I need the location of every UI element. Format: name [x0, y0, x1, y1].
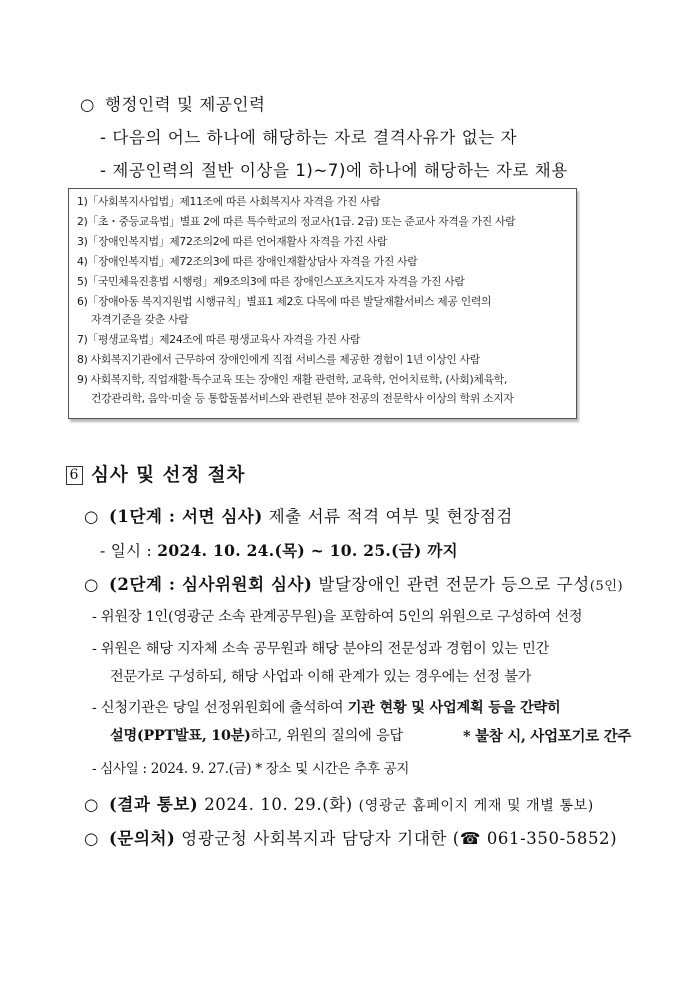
- stage1-line: [84, 503, 513, 527]
- presentation-prefix: - 신청기관은 당일 선정위원회에 출석하여: [92, 700, 348, 716]
- stage1-label: (1단계 : 서면 심사): [109, 507, 263, 526]
- section-heading: [66, 461, 245, 487]
- qualification-item: 1)「사회복지사업법」제11조에 따른 사회복지사 자격을 가진 사람: [77, 195, 381, 208]
- schedule-prefix: - 일시 :: [100, 542, 158, 560]
- presentation-line-2: [110, 725, 403, 745]
- stage2-count: (5인): [589, 579, 624, 594]
- result-line: [84, 791, 594, 815]
- circle-bullet-icon: ○: [84, 829, 99, 848]
- presentation-bold-2: 설명(PPT발표, 10분): [110, 728, 251, 744]
- qualification-item: 8) 사회복지기관에서 근무하여 장애인에게 직접 서비스를 제공한 경험이 1년 이상인 사람: [77, 353, 480, 366]
- qualification-item-continued: 건강관리학, 음악·미술 등 통합돌봄서비스와 관련된 분야 전공의 전문학사 이상의 학위 소지자: [91, 392, 514, 405]
- circle-bullet-icon: ○: [84, 575, 99, 594]
- phone-icon: ☎: [459, 829, 481, 848]
- presentation-suffix: 하고, 위원의 질의에 응답: [250, 728, 403, 744]
- result-date: 2024. 10. 29.(화): [204, 795, 353, 814]
- schedule-date: 2024. 10. 24.(목) ~ 10. 25.(금) 까지: [157, 541, 458, 560]
- stage2-line: [84, 571, 623, 595]
- qualification-item: 7)「평생교육법」제24조에 따른 평생교육사 자격을 가진 사람: [77, 333, 361, 346]
- boxed-number-icon: 6: [66, 466, 83, 485]
- presentation-line-1: [92, 697, 561, 717]
- stage2-label: (2단계 : 심사위원회 심사): [109, 575, 313, 594]
- result-text: (영광군 홈페이지 게재 및 개별 통보): [358, 798, 594, 814]
- qualification-item: 2)「초・중등교육법」별표 2에 따른 특수학교의 정교사(1급. 2급) 또는 준교사 자격을 가진 사람: [77, 215, 516, 228]
- staff-title: 행정인력 및 제공인력: [105, 95, 266, 114]
- stage2-line-1: - 위원장 1인(영광군 소속 관계공무원)을 포함하여 5인의 위원으로 구성하여 선정: [92, 609, 583, 625]
- qualification-item: 9) 사회복지학, 직업재활·특수교육 또는 장애인 재활 관련학, 교육학, 언어치료학, (사회)체육학,: [77, 373, 507, 386]
- presentation-bold: 기관 현황 및 사업계획 등을 간략히: [347, 700, 561, 716]
- qualification-item: 4)「장애인복지법」제72조의3에 따른 장애인재활상담사 자격을 가진 사람: [77, 255, 418, 268]
- circle-bullet-icon: ○: [84, 507, 99, 526]
- qualifications-box: [68, 188, 577, 419]
- qualification-item: 5)「국민체육진흥법 시행령」제9조의3에 따른 장애인스포츠지도자 자격을 가진 사람: [77, 275, 465, 288]
- contact-phone: 061-350-5852): [480, 829, 618, 848]
- stage1-schedule: [100, 539, 458, 561]
- result-label: (결과 통보): [109, 795, 199, 814]
- contact-text: 영광군청 사회복지과 담당자 기대한 (: [181, 829, 460, 848]
- review-date: - 심사일 : 2024. 9. 27.(금) * 장소 및 시간은 추후 공지: [92, 761, 410, 777]
- stage2-line-2: - 위원은 해당 지자체 소속 공무원과 해당 분야의 전문성과 경험이 있는 민간: [92, 641, 550, 657]
- stage1-text: 제출 서류 적격 여부 및 현장점검: [268, 507, 513, 526]
- absence-note: * 불참 시, 사업포기로 간주: [463, 728, 632, 745]
- qualification-item: 3)「장애인복지법」제72조의2에 따른 언어재활사 자격을 가진 사람: [77, 235, 387, 248]
- qualification-item: 6)「장애아동 복지지원법 시행규칙」별표1 제2호 다목에 따른 발달재활서비스 제공 인력의: [77, 295, 492, 308]
- staff-line-2: - 제공인력의 절반 이상을 1)~7)에 하나에 해당하는 자로 채용: [100, 161, 568, 180]
- section-title: 심사 및 선정 절차: [91, 465, 246, 486]
- staff-heading: [80, 91, 266, 115]
- stage2-text: 발달장애인 관련 전문가 등으로 구성: [318, 575, 590, 594]
- staff-line-1: - 다음의 어느 하나에 해당하는 자로 결격사유가 없는 자: [100, 128, 518, 147]
- contact-line: [84, 825, 617, 849]
- contact-label: (문의처): [109, 829, 176, 848]
- stage2-line-3: 전문가로 구성하되, 해당 사업과 이해 관계가 있는 경우에는 선정 불가: [110, 669, 532, 685]
- qualification-item-continued: 자격기준을 갖춘 사람: [91, 313, 189, 326]
- circle-bullet-icon: ○: [80, 95, 95, 114]
- circle-bullet-icon: ○: [84, 795, 99, 814]
